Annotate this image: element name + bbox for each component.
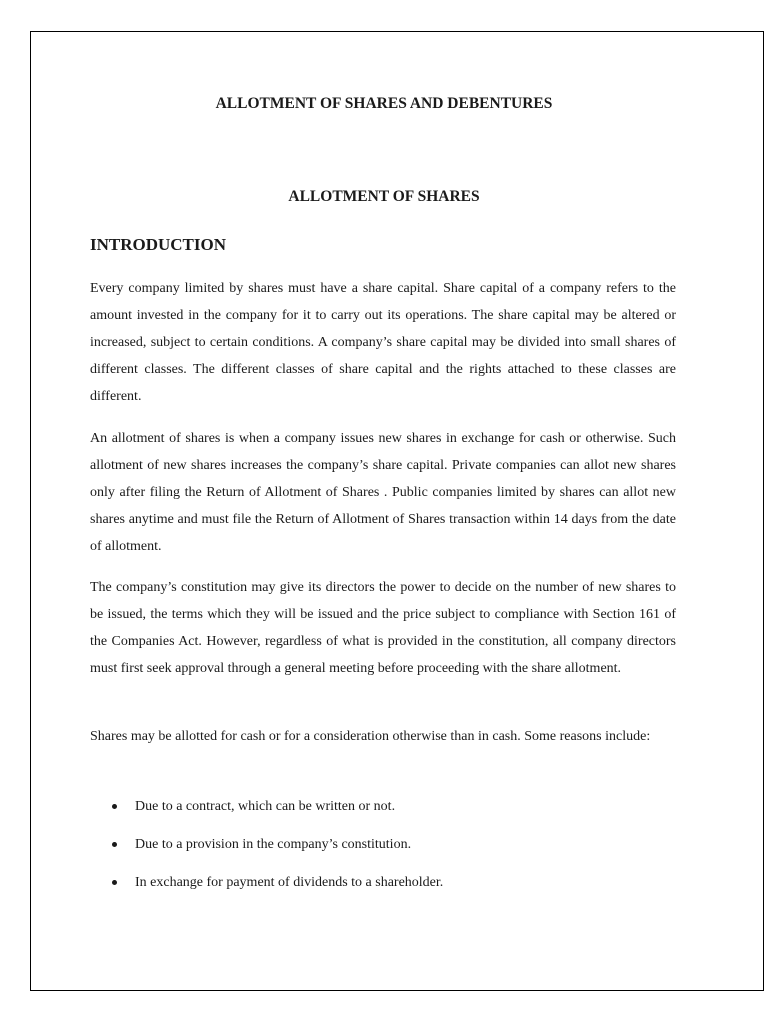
bullet-icon xyxy=(112,842,117,847)
paragraph-allotment-definition: An allotment of shares is when a company issues new shares in exchange for cash or otherwise. Such allotment of new shares increases the company’s share capital. Private companies can allot new shares only after filing the Return of Allotment of Shares . Public companies limited by shares can allot new shares anytime and must file the Return of Allotment of Shares transaction within 14 days from the date of allotment. xyxy=(90,431,676,554)
bullet-icon xyxy=(112,804,117,809)
list-item xyxy=(90,831,676,858)
list-item xyxy=(90,869,676,896)
document-title: ALLOTMENT OF SHARES AND DEBENTURES xyxy=(215,95,553,112)
bullet-icon xyxy=(112,880,117,885)
list-item xyxy=(90,793,676,820)
paragraph-allotment-reasons: Shares may be allotted for cash or for a consideration otherwise than in cash. Some reasons include: xyxy=(90,729,651,744)
paragraph-directors-power: The company’s constitution may give its directors the power to decide on the number of new shares to be issued, the terms which they will be issued and the price subject to compliance with Section 161 of the Companies Act. However, regardless of what is provided in the constitution, all company directors must first seek approval through a general meeting before proceeding with the share allotment. xyxy=(90,580,676,676)
paragraph-share-capital: Every company limited by shares must have a share capital. Share capital of a company refers to the amount invested in the company for it to carry out its operations. The share capital may be altered or increased, subject to certain conditions. A company’s share capital may be divided into small shares of different classes. The different classes of share capital and the rights attached to these classes are different. xyxy=(90,281,676,404)
section-title: ALLOTMENT OF SHARES xyxy=(288,188,480,205)
list-item-text: In exchange for payment of dividends to a shareholder. xyxy=(135,875,444,890)
list-item-text: Due to a contract, which can be written or not. xyxy=(135,799,396,814)
reasons-bullet-list xyxy=(90,793,676,907)
introduction-heading: INTRODUCTION xyxy=(90,235,227,254)
list-item-text: Due to a provision in the company’s constitution. xyxy=(135,837,412,852)
